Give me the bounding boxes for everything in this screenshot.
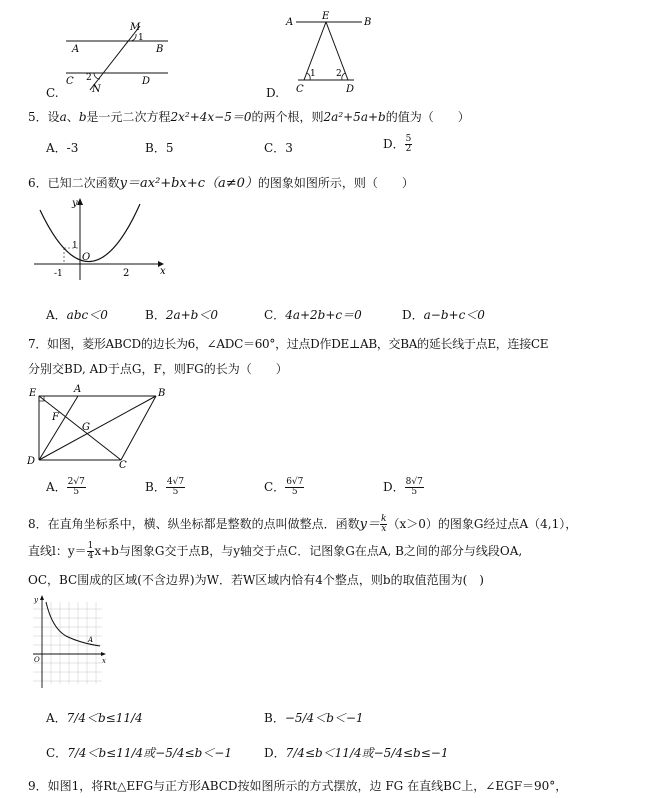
label-angle2: 2 (336, 69, 342, 79)
option-value: 3 (285, 141, 293, 155)
option-label: A． (46, 480, 67, 494)
q8-option-c[interactable] (46, 744, 232, 761)
q6-option-c[interactable] (264, 306, 362, 323)
q5-text1: 是一元二次方程 (86, 110, 171, 124)
q7-option-d[interactable] (383, 478, 424, 497)
q6-stem (28, 172, 414, 191)
q7-option-c[interactable] (264, 478, 304, 497)
q5-text2: 的两个根，则 (251, 110, 324, 124)
label-n: N (92, 84, 101, 92)
label-c: C (66, 76, 74, 87)
fraction: $\frac{8√7}{5}$ (405, 477, 423, 497)
q5-prefix: 5．设 (28, 110, 60, 124)
q6-text: 的图象如图所示，则（ ） (257, 176, 414, 190)
q8-option-a[interactable] (46, 709, 143, 726)
label-angle1: 1 (310, 69, 316, 79)
label-a: A (286, 17, 294, 28)
q8-stem-line3: OC，BC围成的区域(不含边界)为W．若W区域内恰有4个整点，则b的取值范围为( ) (28, 573, 484, 587)
q4-option-d[interactable]: D. (266, 86, 280, 100)
option-label: D． (264, 746, 286, 760)
option-value: a−b+c＜0 (423, 308, 485, 322)
label-e: E (322, 11, 330, 22)
label-b: B (158, 388, 166, 399)
q6-prefix: 6．已知二次函数 (28, 176, 120, 190)
option-label: D． (383, 480, 405, 494)
q5-equation: 2x²+4x−5＝0 (170, 110, 252, 124)
fraction: $\frac{1}{4}$ (87, 541, 94, 561)
option-value: 4a+2b+c＝0 (285, 308, 362, 322)
q6-option-a[interactable] (46, 306, 108, 323)
label-a: A (72, 44, 80, 55)
q5-option-d[interactable] (383, 135, 412, 154)
point-a-label: A (88, 636, 94, 644)
tick-two: 2 (123, 268, 130, 279)
q4-option-c[interactable]: C. (46, 86, 59, 100)
fraction: $\frac{6√7}{5}$ (286, 477, 304, 497)
label-d: D (346, 84, 355, 94)
option-value: 7/4＜b≤11/4 (66, 711, 143, 725)
q6-parabola-graph (30, 196, 170, 282)
q8-stem-line2 (28, 542, 522, 561)
q6-option-d[interactable] (402, 306, 485, 323)
q7-rhombus-figure (26, 384, 176, 468)
q4-figure-d (282, 10, 378, 94)
tick-minus-one: -1 (54, 269, 63, 279)
q7-stem-line2: 分别交BD, AD于点G，F，则FG的长为（ ） (28, 362, 288, 376)
option-label: A． (46, 711, 67, 725)
label-d: D (142, 76, 151, 87)
q8-text3: 直线l：y＝ (28, 544, 87, 558)
option-value: −5/4＜b＜−1 (284, 711, 364, 725)
q7-option-a[interactable] (46, 478, 86, 497)
label-a: A (74, 384, 82, 395)
option-label: C． (264, 141, 286, 155)
label-m: M (130, 22, 141, 33)
option-value: abc＜0 (66, 308, 108, 322)
option-label: B． (264, 711, 285, 725)
q5-sep: 、 (66, 110, 79, 124)
label-c: C (296, 84, 304, 94)
option-value: 5 (165, 141, 174, 155)
label-angle1: 1 (138, 33, 144, 43)
label-b: B (364, 17, 372, 28)
option-label: A． (46, 141, 67, 155)
q8-text4: x+b与图象G交于点B，与y轴交于点C．记图象G在点A, B之间的部分与线段OA, (94, 544, 523, 558)
label-c: C (119, 460, 127, 468)
option-value: -3 (66, 141, 79, 155)
option-label: B． (145, 480, 166, 494)
option-label: A． (46, 308, 67, 322)
q7-stem-line1: 7．如图，菱形ABCD的边长为6，∠ADC＝60°，过点D作DE⊥AB，交BA的延长线于点E，连接CE (28, 337, 549, 351)
q8-func-y: y＝ (359, 517, 380, 532)
q5-expr: 2a²+5a+b (323, 110, 386, 124)
q8-text2: （x＞0）的图象G经过点A（4,1）， (387, 517, 578, 531)
q5-var-a: a (59, 110, 67, 124)
tick-one: 1 (72, 241, 78, 251)
axis-y-label: y (72, 198, 78, 209)
label-e: E (29, 388, 37, 399)
q5-text3: 的值为（ ） (385, 110, 470, 124)
q5-var-b: b (78, 110, 87, 124)
q4-figure-c (60, 18, 180, 92)
q5-option-c[interactable] (264, 139, 293, 156)
option-value: 7/4＜b≤11/4或−5/4≤b＜−1 (67, 746, 232, 760)
fraction: $\frac{5}{2}$ (405, 134, 412, 154)
label-f: F (52, 412, 59, 423)
label-b: B (156, 44, 164, 55)
option-label: C． (46, 746, 68, 760)
axis-x-label: x (160, 266, 166, 277)
axis-y-label: y (34, 596, 38, 604)
q8-coordinate-graph (30, 594, 110, 692)
q8-option-b[interactable] (264, 709, 364, 726)
q7-option-b[interactable] (145, 478, 185, 497)
option-label: B． (145, 141, 166, 155)
option-label: D． (383, 137, 405, 151)
fraction: $\frac{2√7}{5}$ (67, 477, 85, 497)
q5-option-b[interactable] (145, 139, 173, 156)
label-d: D (27, 456, 36, 467)
q8-text1: 8．在直角坐标系中，横、纵坐标都是整数的点叫做整点．函数 (28, 517, 360, 531)
label-g: G (82, 422, 90, 433)
axis-x-label: x (102, 657, 106, 665)
origin-label: O (82, 252, 91, 263)
q6-option-b[interactable] (145, 306, 218, 323)
option-value: 7/4≤b＜11/4或−5/4≤b≤−1 (285, 746, 449, 760)
option-label: B． (145, 308, 166, 322)
label-angle2: 2 (86, 73, 92, 83)
q6-function: y＝ax²+bx+c（a≠0） (119, 176, 258, 191)
option-label: C． (264, 480, 286, 494)
q8-stem-line1 (28, 513, 577, 534)
q8-option-d[interactable] (264, 744, 448, 761)
option-value: 2a+b＜0 (165, 308, 218, 322)
q5-option-a[interactable] (46, 139, 78, 156)
origin-label: O (34, 656, 40, 664)
option-label: D． (402, 308, 424, 322)
q9-stem-line1: 9．如图1，将Rt△EFG与正方形ABCD按如图所示的方式摆放，边 FG 在直线BC上，∠EGF＝90°， (28, 779, 568, 793)
option-label: C． (264, 308, 286, 322)
fraction: $\frac{k}{x}$ (381, 514, 387, 534)
fraction: $\frac{4√7}{5}$ (166, 477, 185, 497)
q5-stem (28, 108, 470, 125)
